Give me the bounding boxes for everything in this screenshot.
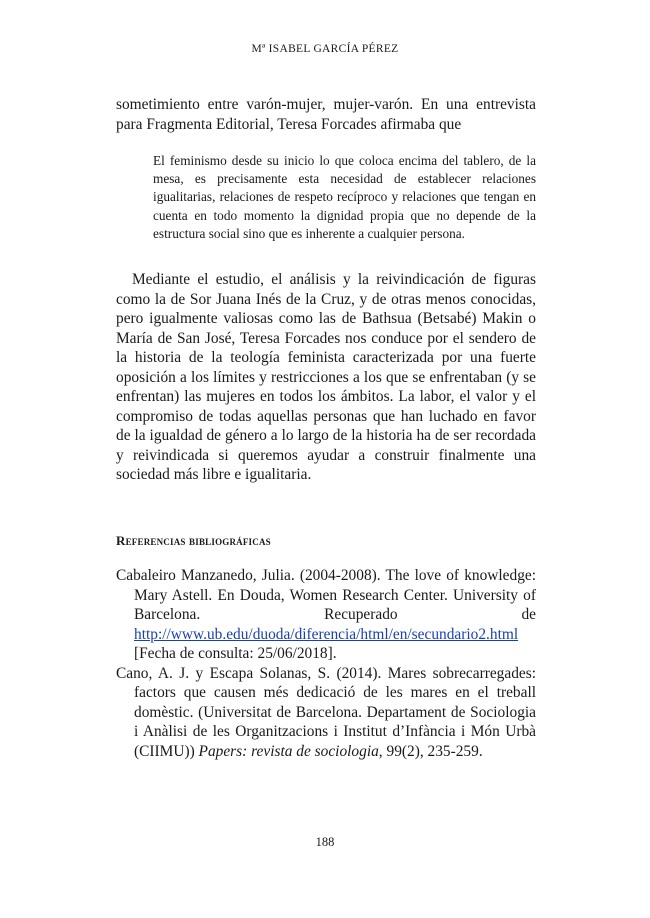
reference-journal: Papers: revista de sociologia bbox=[198, 742, 379, 760]
reference-item bbox=[116, 664, 536, 762]
running-header: Mª ISABEL GARCÍA PÉREZ bbox=[251, 43, 399, 55]
main-paragraph: Mediante el estudio, el análisis y la reivindicación de figuras como la de Sor Juana Inés de la Cruz, y de otras menos conocidas, pero igualmente valiosas como las de Bathsua (Betsabé) Makin o María de San José, Teresa Forcades nos conduce por el sendero de la historia de la teología feminista caracterizada por una fuerte oposición a los límites y restricciones a los que se enfrentaban (y se enfrentan) las mujeres en todos los ámbitos. La labor, el valor y el compromiso de todas aquellas personas que han luchado en favor de la igualdad de género a lo largo de la historia ha de ser recordada y reivindicada si queremos ayudar a construir finalmente una sociedad más libre e igualitaria. bbox=[116, 271, 536, 483]
reference-text: Cano, A. J. y Escapa Solanas, S. (2014). Mares sobrecarregades: factors que causen més dedicació de les mares en el treball domèstic. (Universitat de Barcelona. Departament de Sociologia i Anàlisi de les Organitzacions i Institut d’Infància i Món Urbà (CIIMU)) bbox=[116, 664, 536, 760]
intro-paragraph: sometimiento entre varón-mujer, mujer-varón. En una entrevista para Fragmenta Editorial, Teresa Forcades afirmaba que bbox=[116, 96, 536, 133]
reference-text: , 99(2), 235-259. bbox=[378, 742, 483, 760]
page-number: 188 bbox=[315, 835, 335, 849]
reference-item bbox=[116, 566, 536, 664]
reference-link[interactable]: http://www.ub.edu/duoda/diferencia/html/en/secundario2.html bbox=[134, 625, 519, 643]
reference-text: Cabaleiro Manzanedo, Julia. (2004-2008). The love of knowledge: Mary Astell. En Douda, Women Research Center. University of Barcelona. Recuperado de bbox=[116, 567, 536, 623]
reference-text: [Fecha de consulta: 25/06/2018]. bbox=[134, 645, 337, 662]
block-quote: El feminismo desde su inicio lo que coloca encima del tablero, de la mesa, es precisamente esta necesidad de establecer relaciones igualitarias, relaciones de respeto recíproco y relaciones que tengan en cuenta en todo momento la dignidad propia que no depende de la estructura social sino que es inherente a cualquier persona. bbox=[153, 153, 536, 241]
references-list bbox=[116, 566, 536, 761]
references-heading: Referencias bibliográficas bbox=[116, 533, 271, 548]
